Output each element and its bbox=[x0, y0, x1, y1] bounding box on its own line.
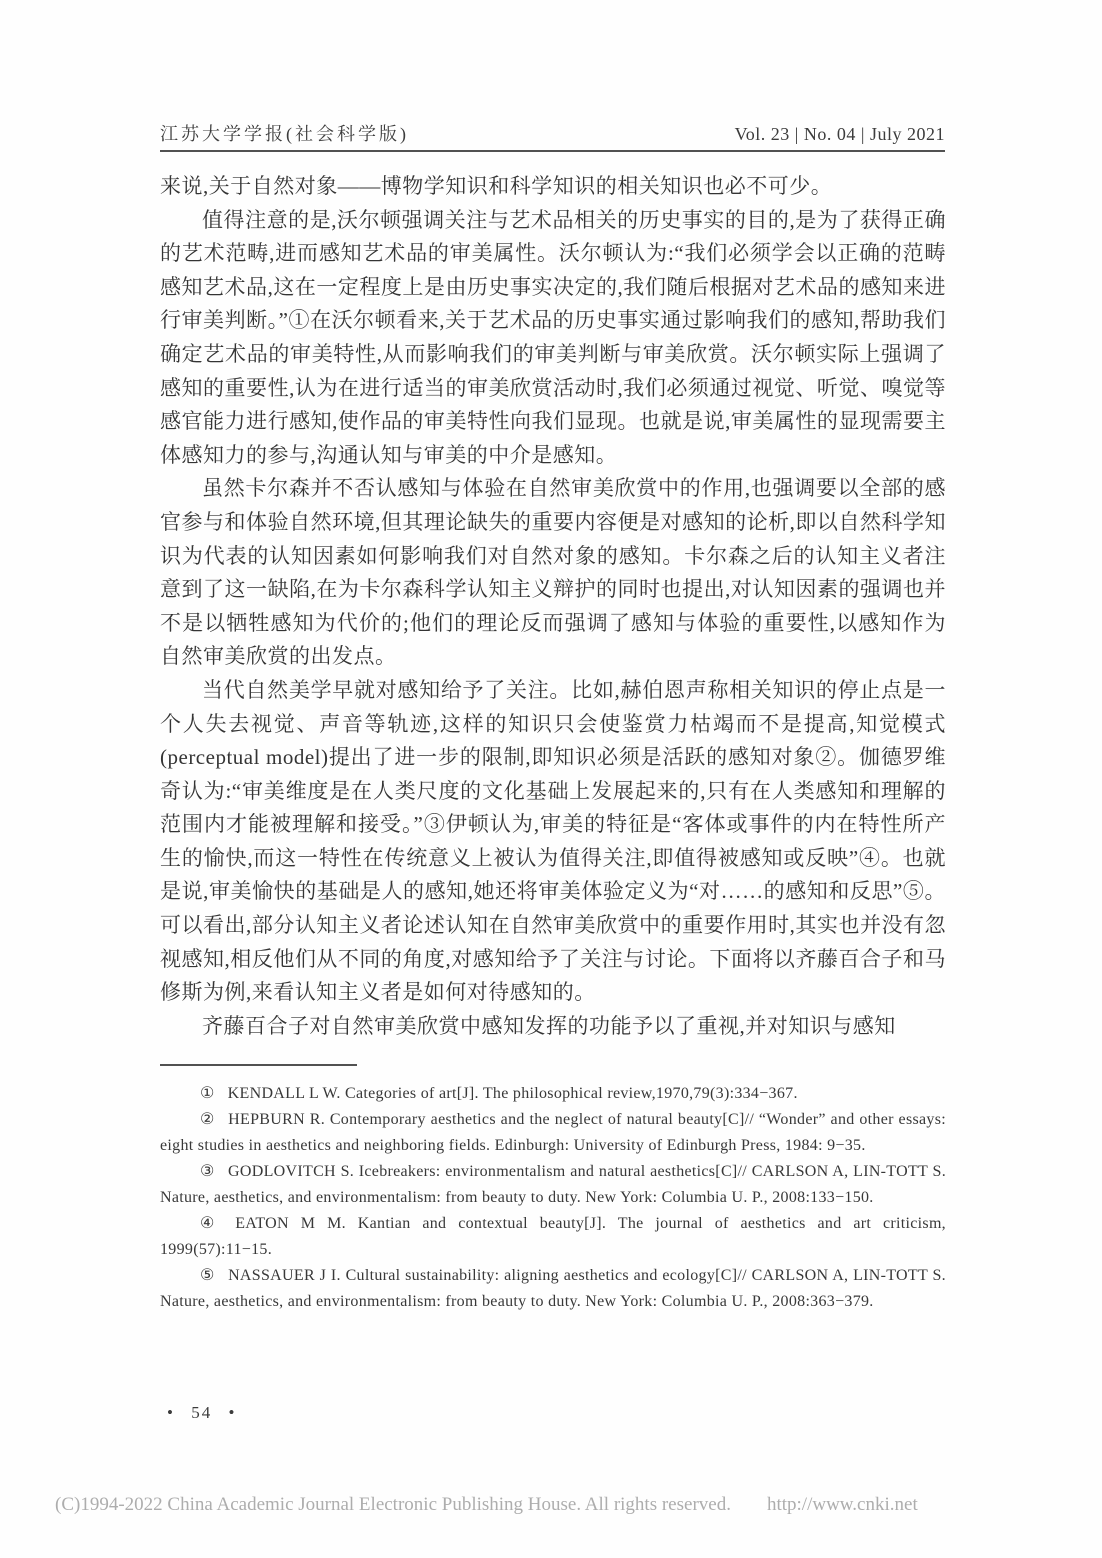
footnote-marker: ⑤ bbox=[200, 1267, 216, 1284]
footnote-marker: ② bbox=[200, 1111, 216, 1128]
footnote-item bbox=[160, 1211, 946, 1263]
footnote-text: EATON M M. Kantian and contextual beauty[J]. The journal of aesthetics and art criticism, 1999(57):11−15. bbox=[160, 1215, 946, 1258]
footnote-text: HEPBURN R. Contemporary aesthetics and the neglect of natural beauty[C]// “Wonder” and other essays: eight studies in aesthetics and neighboring fields. Edinburgh: University of Edinburgh Press, 1984: 9−35. bbox=[160, 1111, 946, 1154]
copyright-footer bbox=[55, 1494, 1045, 1516]
body-paragraph: 虽然卡尔森并不否认感知与体验在自然审美欣赏中的作用,也强调要以全部的感官参与和体验自然环境,但其理论缺失的重要内容便是对感知的论析,即以自然科学知识为代表的认知因素如何影响我们对自然对象的感知。卡尔森之后的认知主义者注意到了这一缺陷,在为卡尔森科学认知主义辩护的同时也提出,对认知因素的强调也并不是以牺牲感知为代价的;他们的理论反而强调了感知与体验的重要性,以感知作为自然审美欣赏的出发点。 bbox=[160, 476, 946, 669]
journal-title: 江苏大学学报(社会科学版) bbox=[160, 124, 409, 144]
footnote-text: KENDALL L W. Categories of art[J]. The philosophical review,1970,79(3):334−367. bbox=[227, 1085, 798, 1102]
body-paragraph: 来说,关于自然对象——博物学知识和科学知识的相关知识也必不可少。 bbox=[160, 174, 833, 198]
running-head bbox=[160, 120, 945, 146]
body-paragraph: 值得注意的是,沃尔顿强调关注与艺术品相关的历史事实的目的,是为了获得正确的艺术范畴,进而感知艺术品的审美属性。沃尔顿认为:“我们必须学会以正确的范畴感知艺术品,这在一定程度上是由历史事实决定的,我们随后根据对艺术品的感知来进行审美判断。”①在沃尔顿看来,关于艺术品的历史事实通过影响我们的感知,帮助我们确定艺术品的审美特性,从而影响我们的审美判断与审美欣赏。沃尔顿实际上强调了感知的重要性,认为在进行适当的审美欣赏活动时,我们必须通过视觉、听觉、嗅觉等感官能力进行感知,使作品的审美特性向我们显现。也就是说,审美属性的显现需要主体感知力的参与,沟通认知与审美的中介是感知。 bbox=[160, 207, 946, 467]
issue-info: Vol. 23 | No. 04 | July 2021 bbox=[734, 124, 945, 144]
footnote-item bbox=[160, 1263, 946, 1315]
article-body bbox=[160, 170, 946, 1043]
footnote-text: NASSAUER J I. Cultural sustainability: aligning aesthetics and ecology[C]// CARLSON A, LIN-TOTT S. Nature, aesthetics, and environmentalism: from beauty to duty. New York: Columbia U. P., 2008:363−379. bbox=[160, 1267, 946, 1310]
footnote-marker: ① bbox=[200, 1085, 215, 1102]
footnote-item bbox=[160, 1107, 946, 1159]
footnote-marker: ④ bbox=[200, 1215, 223, 1232]
footnote-item bbox=[160, 1081, 946, 1107]
body-paragraph: 当代自然美学早就对感知给予了关注。比如,赫伯恩声称相关知识的停止点是一个人失去视觉、声音等轨迹,这样的知识只会使鉴赏力枯竭而不是提高,知觉模式(perceptual model)提出了进一步的限制,即知识必须是活跃的感知对象②。伽德罗维奇认为:“审美维度是在人类尺度的文化基础上发展起来的,只有在人类感知和理解的范围内才能被理解和接受。”③伊顿认为,审美的特征是“客体或事件的内在特性所产生的愉快,而这一特性在传统意义上被认为值得关注,即值得被感知或反映”④。也就是说,审美愉快的基础是人的感知,她还将审美体验定义为“对……的感知和反思”⑤。可以看出,部分认知主义者论述认知在自然审美欣赏中的重要作用时,其实也并没有忽视感知,相反他们从不同的角度,对感知给予了关注与讨论。下面将以齐藤百合子和马修斯为例,来看认知主义者是如何对待感知的。 bbox=[160, 677, 946, 1005]
footnote-rule bbox=[160, 1064, 357, 1066]
header-rule bbox=[160, 150, 945, 152]
footnotes-section bbox=[160, 1081, 946, 1315]
footer-url: http://www.cnki.net bbox=[766, 1494, 918, 1515]
footnote-item bbox=[160, 1159, 946, 1211]
copyright-text: (C)1994-2022 China Academic Journal Electronic Publishing House. All rights reserved. bbox=[55, 1494, 731, 1515]
body-paragraph: 齐藤百合子对自然审美欣赏中感知发挥的功能予以了重视,并对知识与感知 bbox=[202, 1013, 896, 1038]
footnote-marker: ③ bbox=[200, 1163, 216, 1180]
page-number: • 54 • bbox=[167, 1403, 237, 1422]
footnote-text: GODLOVITCH S. Icebreakers: environmentalism and natural aesthetics[C]// CARLSON A, LIN-TOTT S. Nature, aesthetics, and environmentalism: from beauty to duty. New York: Columbia U. P., 2008:133−150. bbox=[160, 1163, 946, 1206]
